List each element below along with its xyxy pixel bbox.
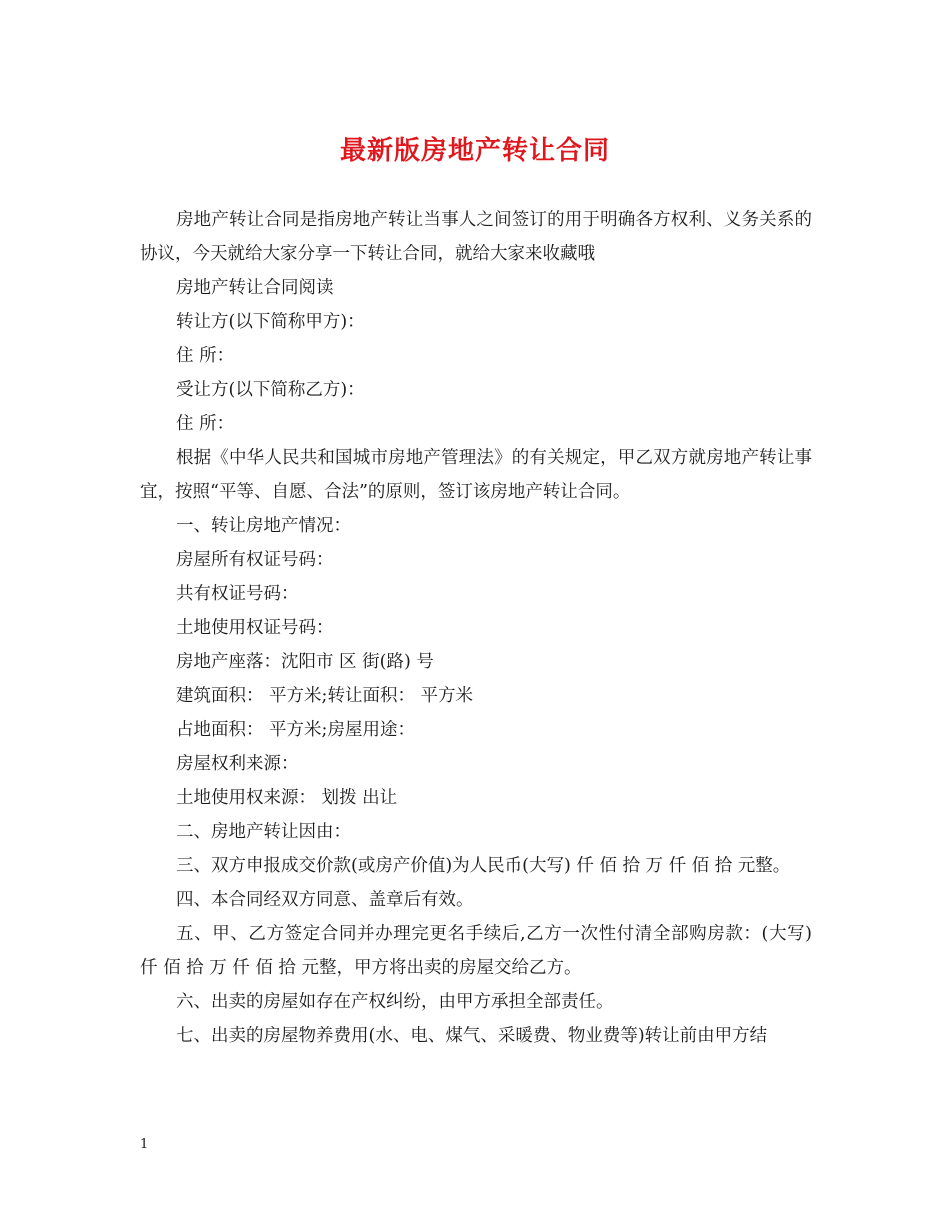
- paragraph-section-6: 六、出卖的房屋如存在产权纠纷，由甲方承担全部责任。: [176, 992, 614, 1012]
- paragraph-section-3: 三、双方申报成交价款(或房产价值)为人民币(大写) 仟 佰 拾 万 仟 佰 拾 元整。: [176, 856, 791, 876]
- document-body: [140, 203, 812, 1053]
- paragraph-location: 房地产座落：沈阳市 区 街(路) 号: [176, 652, 434, 672]
- paragraph-reading: 房地产转让合同阅读: [176, 278, 334, 298]
- paragraph-ownership-cert: 房屋所有权证号码：: [176, 550, 334, 570]
- paragraph-rights-source: 房屋权利来源：: [176, 754, 299, 774]
- paragraph-co-ownership-cert: 共有权证号码：: [176, 584, 299, 604]
- paragraph-land-rights-source: 土地使用权来源： 划拨 出让: [176, 788, 398, 808]
- paragraph-section-4: 四、本合同经双方同意、盖章后有效。: [176, 890, 474, 910]
- paragraph-transferor-address: 住 所：: [176, 346, 235, 366]
- paragraph-section-5: 五、甲、乙方签定合同并办理完更名手续后,乙方一次性付清全部购房款：(大写) 仟 佰 拾 万 仟 佰 拾 元整，甲方将出卖的房屋交给乙方。: [140, 924, 812, 978]
- paragraph-section-7: 七、出卖的房屋物养费用(水、电、煤气、采暖费、物业费等)转让前由甲方结: [176, 1026, 768, 1046]
- paragraph-section-1: 一、转让房地产情况：: [176, 516, 351, 536]
- paragraph-basis: 根据《中华人民共和国城市房地产管理法》的有关规定，甲乙双方就房地产转让事宜，按照“平等、自愿、合法”的原则，签订该房地产转让合同。: [140, 448, 812, 502]
- paragraph-transferee-address: 住 所：: [176, 414, 235, 434]
- paragraph-intro: 房地产转让合同是指房地产转让当事人之间签订的用于明确各方权利、义务关系的协议，今天就给大家分享一下转让合同，就给大家来收藏哦: [140, 210, 812, 264]
- paragraph-land-cert: 土地使用权证号码：: [176, 618, 334, 638]
- paragraph-transferee: 受让方(以下简称乙方)：: [176, 380, 365, 400]
- document-title: 最新版房地产转让合同: [339, 136, 610, 166]
- paragraph-transferor: 转让方(以下简称甲方)：: [176, 312, 365, 332]
- paragraph-section-2: 二、房地产转让因由：: [176, 822, 351, 842]
- paragraph-land-area: 占地面积： 平方米;房屋用途：: [176, 720, 415, 740]
- paragraph-building-area: 建筑面积： 平方米;转让面积： 平方米: [176, 686, 474, 706]
- page-number: 1: [140, 1137, 149, 1152]
